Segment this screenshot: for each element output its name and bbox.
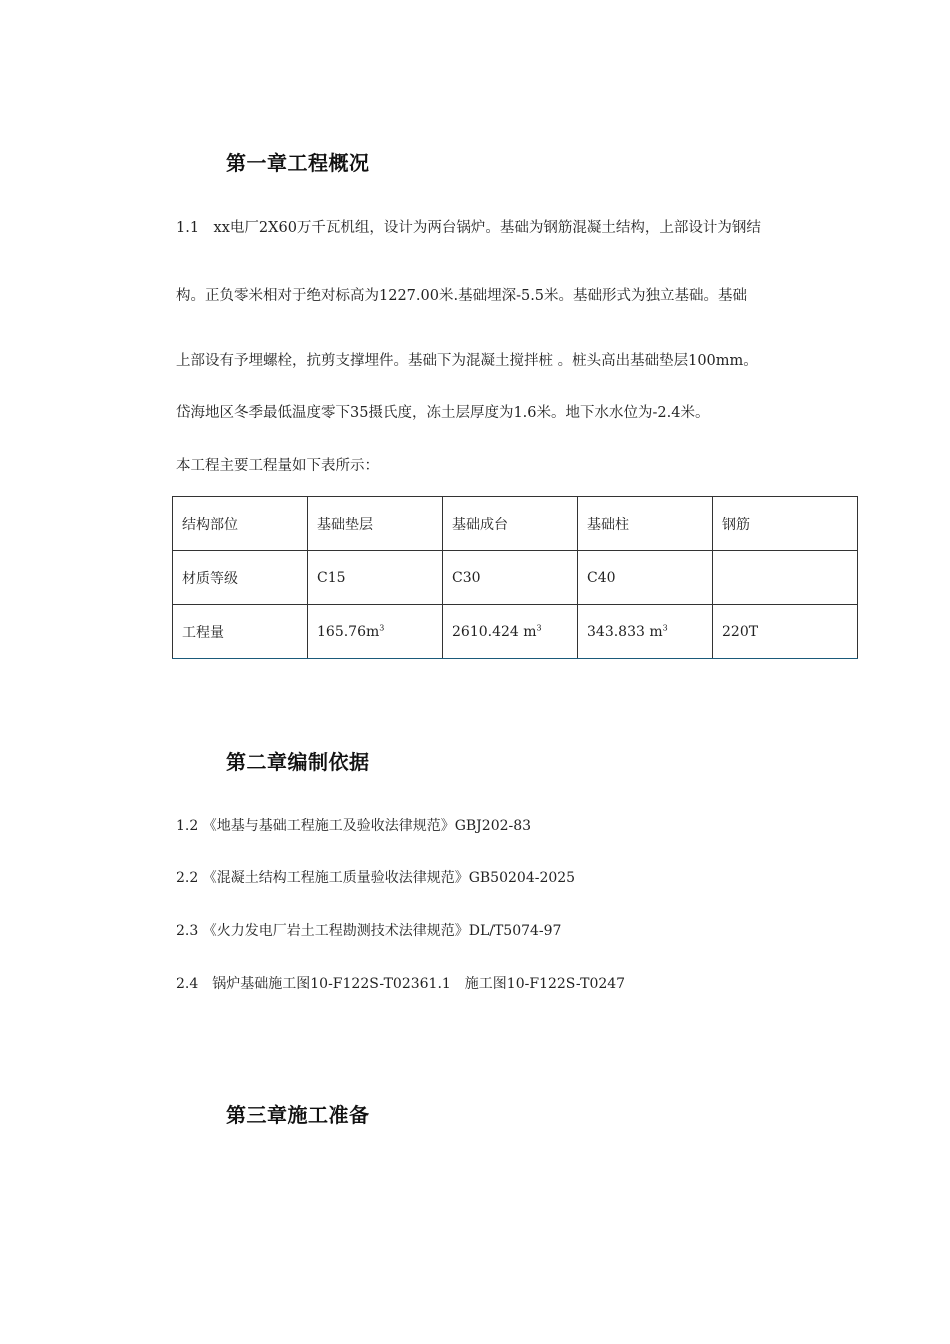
table-cell: 材质等级 bbox=[173, 551, 308, 605]
quantity-value: 165.76m bbox=[317, 623, 380, 640]
overview-line-1: 1.1 xx电厂2X60万千瓦机组，设计为两台锅炉。基础为钢筋混凝土结构，上部设计为钢结 bbox=[176, 220, 761, 236]
table-cell bbox=[443, 605, 578, 659]
reference-item: 1.2 《地基与基础工程施工及验收法律规范》GBJ202-83 bbox=[176, 818, 532, 834]
reference-item: 2.4 锅炉基础施工图10-F122S-T02361.1 施工图10-F122S-T0247 bbox=[176, 976, 626, 992]
table-cell: 工程量 bbox=[173, 605, 308, 659]
table-header-cell: 基础柱 bbox=[578, 497, 713, 551]
chapter-2-title: 第二章编制依据 bbox=[226, 750, 370, 774]
chapter-1-title: 第一章工程概况 bbox=[226, 151, 370, 175]
table-row bbox=[173, 605, 858, 659]
table-header-cell: 钢筋 bbox=[713, 497, 858, 551]
reference-item: 2.2 《混凝土结构工程施工质量验收法律规范》GB50204-2025 bbox=[176, 870, 576, 886]
overview-line-3: 上部设有予埋螺栓，抗剪支撑埋件。基础下为混凝土搅拌桩 。桩头高出基础垫层100mm。 bbox=[176, 353, 758, 369]
table-cell: C40 bbox=[578, 551, 713, 605]
quantity-value: 2610.424 m bbox=[452, 623, 537, 640]
table-header-cell: 基础垫层 bbox=[308, 497, 443, 551]
chapter-3-title: 第三章施工准备 bbox=[226, 1103, 370, 1127]
quantity-value: 343.833 m bbox=[587, 623, 663, 640]
table-header-cell: 结构部位 bbox=[173, 497, 308, 551]
table-intro: 本工程主要工程量如下表所示： bbox=[176, 458, 379, 474]
table-cell: 220T bbox=[713, 605, 858, 659]
table-row bbox=[173, 551, 858, 605]
table-header-cell: 基础成台 bbox=[443, 497, 578, 551]
table-cell: C30 bbox=[443, 551, 578, 605]
overview-line-4: 岱海地区冬季最低温度零下35摄氏度，冻土层厚度为1.6米。地下水水位为-2.4米。 bbox=[176, 405, 710, 421]
table-cell: C15 bbox=[308, 551, 443, 605]
unit-superscript: 3 bbox=[379, 622, 385, 632]
table-cell bbox=[578, 605, 713, 659]
overview-line-2: 构。正负零米相对于绝对标高为1227.00米.基础埋深-5.5米。基础形式为独立基础。基础 bbox=[176, 288, 748, 304]
reference-item: 2.3 《火力发电厂岩土工程勘测技术法律规范》DL/T5074-97 bbox=[176, 923, 562, 939]
table-row bbox=[173, 497, 858, 551]
quantity-table bbox=[172, 496, 858, 659]
unit-superscript: 3 bbox=[662, 622, 668, 632]
unit-superscript: 3 bbox=[536, 622, 542, 632]
table-cell bbox=[713, 551, 858, 605]
table-cell bbox=[308, 605, 443, 659]
